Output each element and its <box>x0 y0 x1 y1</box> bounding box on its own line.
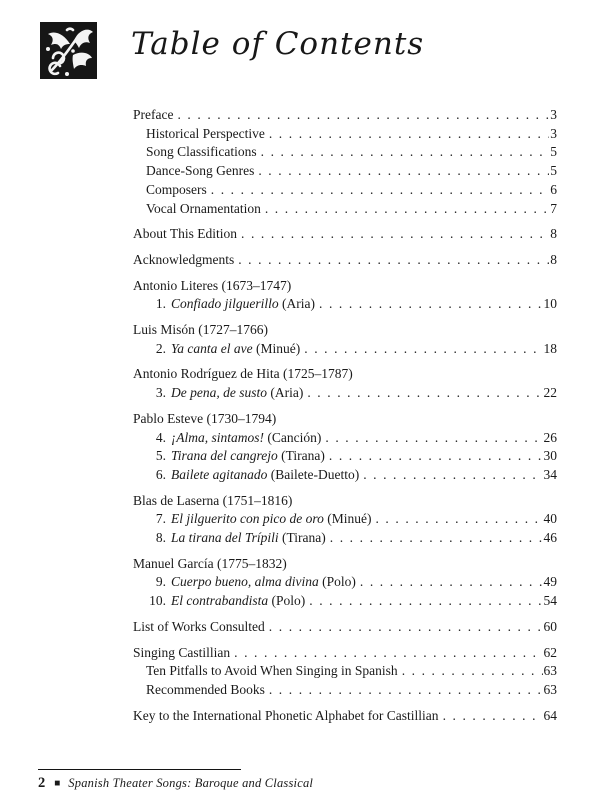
entry-title-italic: Tirana del cangrejo <box>171 448 278 464</box>
entry-title-italic: Confiado jilguerillo <box>171 296 279 312</box>
entry-label <box>146 681 265 700</box>
entry-label <box>133 106 173 125</box>
entry-title-italic: Ya canta el ave <box>171 340 253 356</box>
entry-title-italic: El contrabandista <box>171 593 269 609</box>
toc-entry-row <box>133 162 557 181</box>
toc-entry-row <box>133 447 557 466</box>
entry-page-number: 26 <box>543 429 557 445</box>
footer-page-number: 2 <box>38 775 46 791</box>
toc-heading-row <box>133 277 557 296</box>
leader-dots <box>258 162 549 181</box>
entry-label <box>146 662 398 681</box>
toc-entry-row <box>133 592 557 611</box>
entry-text: Ten Pitfalls to Avoid When Singing in Spanish <box>146 663 398 679</box>
toc-entry-row <box>133 707 557 726</box>
toc-entry-row <box>133 340 557 359</box>
toc-entry-row <box>133 125 557 144</box>
entry-page-number: 30 <box>543 448 557 464</box>
leader-dots <box>360 573 543 592</box>
toc-entry-row <box>133 106 557 125</box>
entry-label <box>133 555 287 574</box>
leader-dots <box>241 225 549 244</box>
leader-dots <box>307 384 542 403</box>
toc-entry-row <box>133 644 557 663</box>
entry-genre: (Polo) <box>318 574 356 590</box>
entry-label <box>146 384 303 403</box>
entry-text: List of Works Consulted <box>133 618 265 634</box>
leader-dots <box>269 618 543 637</box>
entry-title-italic: El jilguerito con pico de oro <box>171 511 324 527</box>
leader-dots <box>363 466 542 485</box>
entry-number: 3. <box>155 385 166 401</box>
leader-dots <box>329 447 543 466</box>
entry-label <box>146 592 305 611</box>
toc-entry-row <box>133 618 557 637</box>
entry-label <box>146 429 321 448</box>
entry-number: 9. <box>155 574 166 590</box>
entry-page-number: 5 <box>550 144 557 160</box>
toc-entry-row <box>133 529 557 548</box>
entry-text: Historical Perspective <box>146 125 265 141</box>
leader-dots <box>269 681 543 700</box>
entry-text: Antonio Literes (1673–1747) <box>133 277 292 293</box>
entry-page-number: 40 <box>543 511 557 527</box>
entry-text: About This Edition <box>133 226 238 242</box>
leader-dots <box>265 200 549 219</box>
entry-genre: (Tirana) <box>277 448 325 464</box>
entry-text: Luis Misón (1727–1766) <box>133 322 268 338</box>
entry-label <box>133 251 234 270</box>
entry-label <box>146 162 254 181</box>
entry-page-number: 63 <box>543 663 557 679</box>
entry-text: Recommended Books <box>146 681 265 697</box>
entry-genre: (Minué) <box>323 511 372 527</box>
toc-entry-row <box>133 225 557 244</box>
leader-dots <box>261 143 550 162</box>
entry-genre: (Aria) <box>266 385 304 401</box>
toc-entry-row <box>133 251 557 270</box>
toc-list <box>133 106 557 725</box>
footer-rule <box>38 769 241 770</box>
page-title: Table of Contents <box>131 26 425 62</box>
entry-page-number: 62 <box>543 644 557 660</box>
toc-entry-row <box>133 143 557 162</box>
entry-label <box>146 200 261 219</box>
entry-genre: (Minué) <box>252 340 301 356</box>
entry-genre: (Aria) <box>278 296 315 312</box>
toc-entry-row <box>133 295 557 314</box>
entry-page-number: 54 <box>543 593 557 609</box>
entry-number: 4. <box>155 429 166 445</box>
leader-dots <box>402 662 543 681</box>
leader-dots <box>211 181 550 200</box>
entry-page-number: 8 <box>550 251 557 267</box>
entry-label <box>133 321 268 340</box>
entry-text: Song Classifications <box>146 144 257 160</box>
entry-label <box>146 510 371 529</box>
entry-page-number: 60 <box>543 618 557 634</box>
entry-text: Preface <box>133 107 174 122</box>
toc-entry-row <box>133 681 557 700</box>
toc-heading-row <box>133 555 557 574</box>
entry-genre: (Bailete-Duetto) <box>267 466 360 482</box>
entry-label <box>146 143 257 162</box>
entry-page-number: 18 <box>543 340 557 356</box>
entry-number: 7. <box>155 511 166 527</box>
entry-text: Manuel García (1775–1832) <box>133 555 287 571</box>
entry-page-number: 5 <box>550 163 557 179</box>
toc-heading-row <box>133 365 557 384</box>
entry-page-number: 3 <box>550 107 557 122</box>
toc-entry-row <box>133 466 557 485</box>
leader-dots <box>443 707 543 726</box>
entry-label <box>146 573 356 592</box>
footer <box>38 775 313 792</box>
entry-page-number: 64 <box>543 707 557 723</box>
entry-label <box>146 447 325 466</box>
foliate-ornament-icon <box>40 22 97 79</box>
entry-text: Key to the International Phonetic Alphabet for Castillian <box>133 707 439 723</box>
footer-book-title: Spanish Theater Songs: Baroque and Classical <box>68 776 314 790</box>
entry-title-italic: La tirana del Trípili <box>171 530 279 546</box>
entry-text: Pablo Esteve (1730–1794) <box>133 410 277 426</box>
entry-number: 10. <box>149 593 166 609</box>
entry-label <box>133 707 439 726</box>
entry-page-number: 7 <box>550 200 557 216</box>
toc-entry-row <box>133 573 557 592</box>
entry-title-italic: De pena, de susto <box>171 385 267 401</box>
entry-page-number: 22 <box>543 385 557 401</box>
entry-text: Acknowledgments <box>133 251 235 267</box>
toc-entry-row <box>133 662 557 681</box>
leader-dots <box>375 510 542 529</box>
entry-number: 6. <box>155 466 166 482</box>
toc-heading-row <box>133 321 557 340</box>
entry-text: Singing Castillian <box>133 644 231 660</box>
entry-page-number: 46 <box>543 530 557 546</box>
entry-label <box>146 181 207 200</box>
entry-title-italic: Bailete agitanado <box>171 466 268 482</box>
entry-page-number: 10 <box>543 296 557 312</box>
leader-dots <box>177 106 549 125</box>
leader-dots <box>309 592 542 611</box>
entry-text: Dance-Song Genres <box>146 163 255 179</box>
entry-page-number: 8 <box>550 226 557 242</box>
leader-dots <box>319 295 543 314</box>
entry-page-number: 63 <box>543 681 557 697</box>
toc-heading-row <box>133 492 557 511</box>
entry-title-italic: ¡Alma, sintamos! <box>171 429 265 445</box>
leader-dots <box>304 340 542 359</box>
entry-text: Vocal Ornamentation <box>146 200 261 216</box>
entry-label <box>133 277 291 296</box>
entry-number: 5. <box>155 448 166 464</box>
entry-label <box>146 340 300 359</box>
toc-entry-row <box>133 429 557 448</box>
square-bullet-icon: ■ <box>54 777 61 789</box>
entry-text: Composers <box>146 181 207 197</box>
entry-genre: (Canción) <box>264 429 322 445</box>
leader-dots <box>330 529 543 548</box>
entry-number: 1. <box>155 296 166 312</box>
entry-text: Antonio Rodríguez de Hita (1725–1787) <box>133 366 353 382</box>
entry-title-italic: Cuerpo bueno, alma divina <box>171 574 319 590</box>
leader-dots <box>234 644 542 663</box>
entry-label <box>146 529 326 548</box>
entry-label <box>133 492 292 511</box>
entry-label <box>146 295 315 314</box>
toc-heading-row <box>133 410 557 429</box>
toc-entry-row <box>133 384 557 403</box>
entry-label <box>133 410 276 429</box>
entry-label <box>146 466 359 485</box>
entry-label <box>133 644 230 663</box>
leader-dots <box>238 251 549 270</box>
entry-number: 8. <box>155 530 166 546</box>
entry-page-number: 49 <box>543 574 557 590</box>
entry-page-number: 3 <box>550 125 557 141</box>
entry-text: Blas de Laserna (1751–1816) <box>133 492 293 508</box>
leader-dots <box>269 125 549 144</box>
toc-entry-row <box>133 510 557 529</box>
entry-label <box>133 365 353 384</box>
entry-label <box>133 618 265 637</box>
leader-dots <box>325 429 542 448</box>
entry-number: 2. <box>155 340 166 356</box>
entry-genre: (Tirana) <box>278 530 326 546</box>
entry-label <box>146 125 265 144</box>
entry-page-number: 6 <box>550 181 557 197</box>
entry-page-number: 34 <box>543 466 557 482</box>
entry-genre: (Polo) <box>268 593 306 609</box>
entry-label <box>133 225 237 244</box>
toc-entry-row <box>133 181 557 200</box>
toc-entry-row <box>133 200 557 219</box>
